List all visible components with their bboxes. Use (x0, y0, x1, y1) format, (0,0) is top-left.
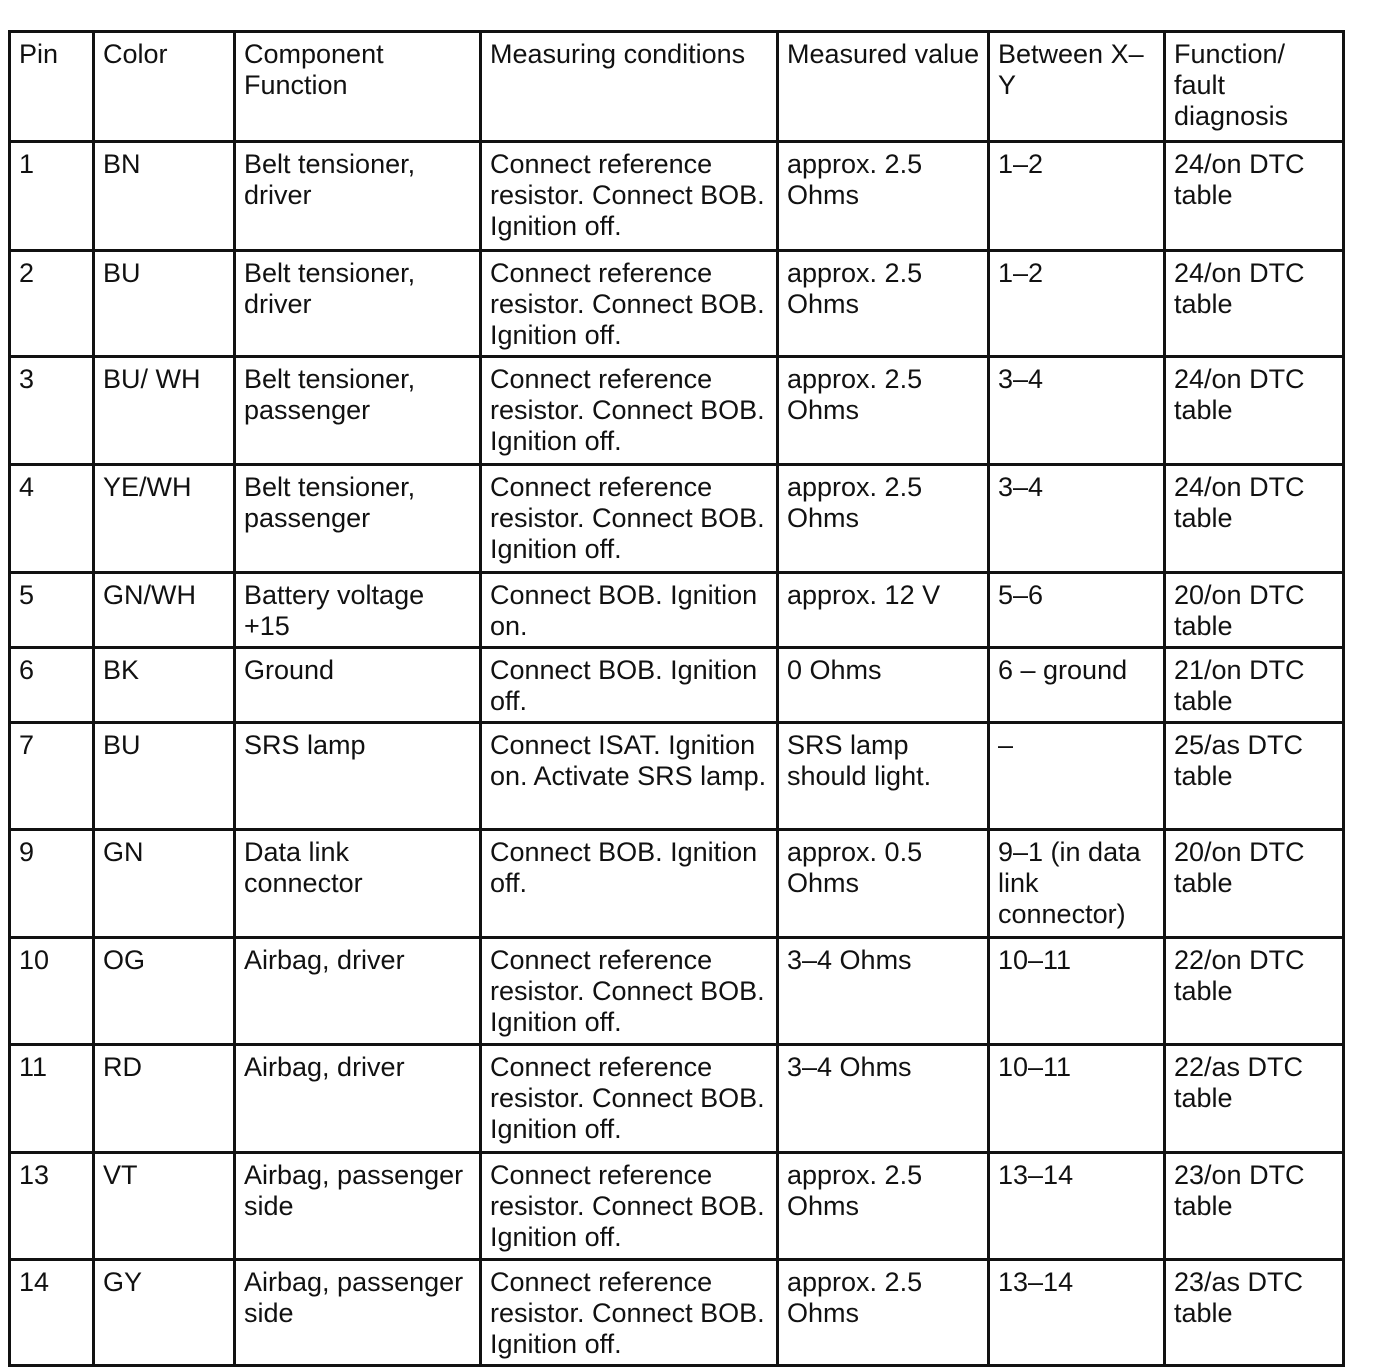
table-body (10, 142, 1344, 1366)
cell-component-function: SRS lamp (235, 723, 481, 830)
cell-fault-diagnosis: 20/on DTC table (1165, 573, 1344, 648)
header-pin: Pin (10, 32, 94, 142)
cell-between-x-y: 3–4 (989, 465, 1165, 573)
cell-measured-value: approx. 2.5 Ohms (778, 1260, 989, 1366)
cell-component-function: Airbag, passenger side (235, 1153, 481, 1260)
pin-diagnosis-table (8, 30, 1345, 1367)
table-row (10, 465, 1344, 573)
cell-between-x-y: 13–14 (989, 1260, 1165, 1366)
cell-between-x-y: 13–14 (989, 1153, 1165, 1260)
table-row (10, 251, 1344, 357)
cell-measured-value: 3–4 Ohms (778, 1045, 989, 1153)
table-row (10, 1153, 1344, 1260)
cell-measuring-conditions: Connect BOB. Ignition off. (481, 830, 778, 938)
cell-between-x-y: 1–2 (989, 142, 1165, 251)
cell-component-function: Belt tensioner, driver (235, 142, 481, 251)
cell-pin: 7 (10, 723, 94, 830)
cell-between-x-y: 9–1 (in data link connector) (989, 830, 1165, 938)
cell-component-function: Data link connector (235, 830, 481, 938)
table-row (10, 1260, 1344, 1366)
cell-color: BK (94, 648, 235, 723)
table-row (10, 142, 1344, 251)
cell-between-x-y: 5–6 (989, 573, 1165, 648)
cell-fault-diagnosis: 21/on DTC table (1165, 648, 1344, 723)
header-between-x-y: Between X–Y (989, 32, 1165, 142)
cell-pin: 11 (10, 1045, 94, 1153)
header-measuring-conditions: Measuring conditions (481, 32, 778, 142)
cell-between-x-y: 6 – ground (989, 648, 1165, 723)
cell-between-x-y: 10–11 (989, 938, 1165, 1045)
cell-measuring-conditions: Connect reference resistor. Connect BOB. Ignition off. (481, 357, 778, 465)
cell-component-function: Belt tensioner, passenger (235, 465, 481, 573)
cell-between-x-y: 1–2 (989, 251, 1165, 357)
cell-measuring-conditions: Connect reference resistor. Connect BOB. Ignition off. (481, 142, 778, 251)
cell-component-function: Belt tensioner, driver (235, 251, 481, 357)
cell-fault-diagnosis: 24/on DTC table (1165, 251, 1344, 357)
cell-fault-diagnosis: 24/on DTC table (1165, 465, 1344, 573)
cell-measuring-conditions: Connect reference resistor. Connect BOB. Ignition off. (481, 1260, 778, 1366)
cell-measuring-conditions: Connect ISAT. Ignition on. Activate SRS lamp. (481, 723, 778, 830)
cell-measuring-conditions: Connect BOB. Ignition on. (481, 573, 778, 648)
cell-color: BU/ WH (94, 357, 235, 465)
table-header-row (10, 32, 1344, 142)
cell-fault-diagnosis: 22/on DTC table (1165, 938, 1344, 1045)
table-row (10, 723, 1344, 830)
cell-pin: 9 (10, 830, 94, 938)
cell-color: BN (94, 142, 235, 251)
cell-pin: 1 (10, 142, 94, 251)
cell-between-x-y: 10–11 (989, 1045, 1165, 1153)
cell-measuring-conditions: Connect reference resistor. Connect BOB. Ignition off. (481, 1045, 778, 1153)
table-row (10, 648, 1344, 723)
cell-pin: 6 (10, 648, 94, 723)
cell-color: VT (94, 1153, 235, 1260)
cell-measured-value: 0 Ohms (778, 648, 989, 723)
cell-fault-diagnosis: 23/as DTC table (1165, 1260, 1344, 1366)
cell-measuring-conditions: Connect reference resistor. Connect BOB. Ignition off. (481, 1153, 778, 1260)
cell-measuring-conditions: Connect reference resistor. Connect BOB. Ignition off. (481, 938, 778, 1045)
cell-color: GY (94, 1260, 235, 1366)
cell-measured-value: SRS lamp should light. (778, 723, 989, 830)
cell-measured-value: approx. 2.5 Ohms (778, 357, 989, 465)
cell-measuring-conditions: Connect reference resistor. Connect BOB. Ignition off. (481, 251, 778, 357)
cell-color: YE/WH (94, 465, 235, 573)
cell-between-x-y: – (989, 723, 1165, 830)
cell-measured-value: approx. 12 V (778, 573, 989, 648)
cell-fault-diagnosis: 20/on DTC table (1165, 830, 1344, 938)
cell-measured-value: approx. 2.5 Ohms (778, 465, 989, 573)
cell-component-function: Airbag, passenger side (235, 1260, 481, 1366)
cell-measuring-conditions: Connect reference resistor. Connect BOB. Ignition off. (481, 465, 778, 573)
cell-component-function: Airbag, driver (235, 938, 481, 1045)
cell-pin: 2 (10, 251, 94, 357)
cell-measured-value: approx. 2.5 Ohms (778, 1153, 989, 1260)
cell-pin: 5 (10, 573, 94, 648)
cell-color: RD (94, 1045, 235, 1153)
table-row (10, 1045, 1344, 1153)
document-page (8, 30, 1354, 1367)
cell-color: GN/WH (94, 573, 235, 648)
cell-pin: 3 (10, 357, 94, 465)
cell-component-function: Airbag, driver (235, 1045, 481, 1153)
cell-color: OG (94, 938, 235, 1045)
header-component-function: Component Function (235, 32, 481, 142)
cell-fault-diagnosis: 24/on DTC table (1165, 142, 1344, 251)
cell-measured-value: approx. 0.5 Ohms (778, 830, 989, 938)
cell-color: BU (94, 251, 235, 357)
header-measured-value: Measured value (778, 32, 989, 142)
cell-component-function: Ground (235, 648, 481, 723)
cell-component-function: Belt tensioner, passenger (235, 357, 481, 465)
cell-measuring-conditions: Connect BOB. Ignition off. (481, 648, 778, 723)
cell-measured-value: 3–4 Ohms (778, 938, 989, 1045)
table-row (10, 938, 1344, 1045)
cell-fault-diagnosis: 25/as DTC table (1165, 723, 1344, 830)
table-row (10, 357, 1344, 465)
table-row (10, 830, 1344, 938)
cell-color: GN (94, 830, 235, 938)
cell-measured-value: approx. 2.5 Ohms (778, 251, 989, 357)
cell-fault-diagnosis: 22/as DTC table (1165, 1045, 1344, 1153)
header-color: Color (94, 32, 235, 142)
header-fault-diagnosis: Function/ fault diagnosis (1165, 32, 1344, 142)
cell-measured-value: approx. 2.5 Ohms (778, 142, 989, 251)
cell-pin: 4 (10, 465, 94, 573)
cell-pin: 14 (10, 1260, 94, 1366)
cell-fault-diagnosis: 23/on DTC table (1165, 1153, 1344, 1260)
cell-fault-diagnosis: 24/on DTC table (1165, 357, 1344, 465)
cell-component-function: Battery voltage +15 (235, 573, 481, 648)
cell-color: BU (94, 723, 235, 830)
table-row (10, 573, 1344, 648)
cell-pin: 10 (10, 938, 94, 1045)
cell-pin: 13 (10, 1153, 94, 1260)
cell-between-x-y: 3–4 (989, 357, 1165, 465)
